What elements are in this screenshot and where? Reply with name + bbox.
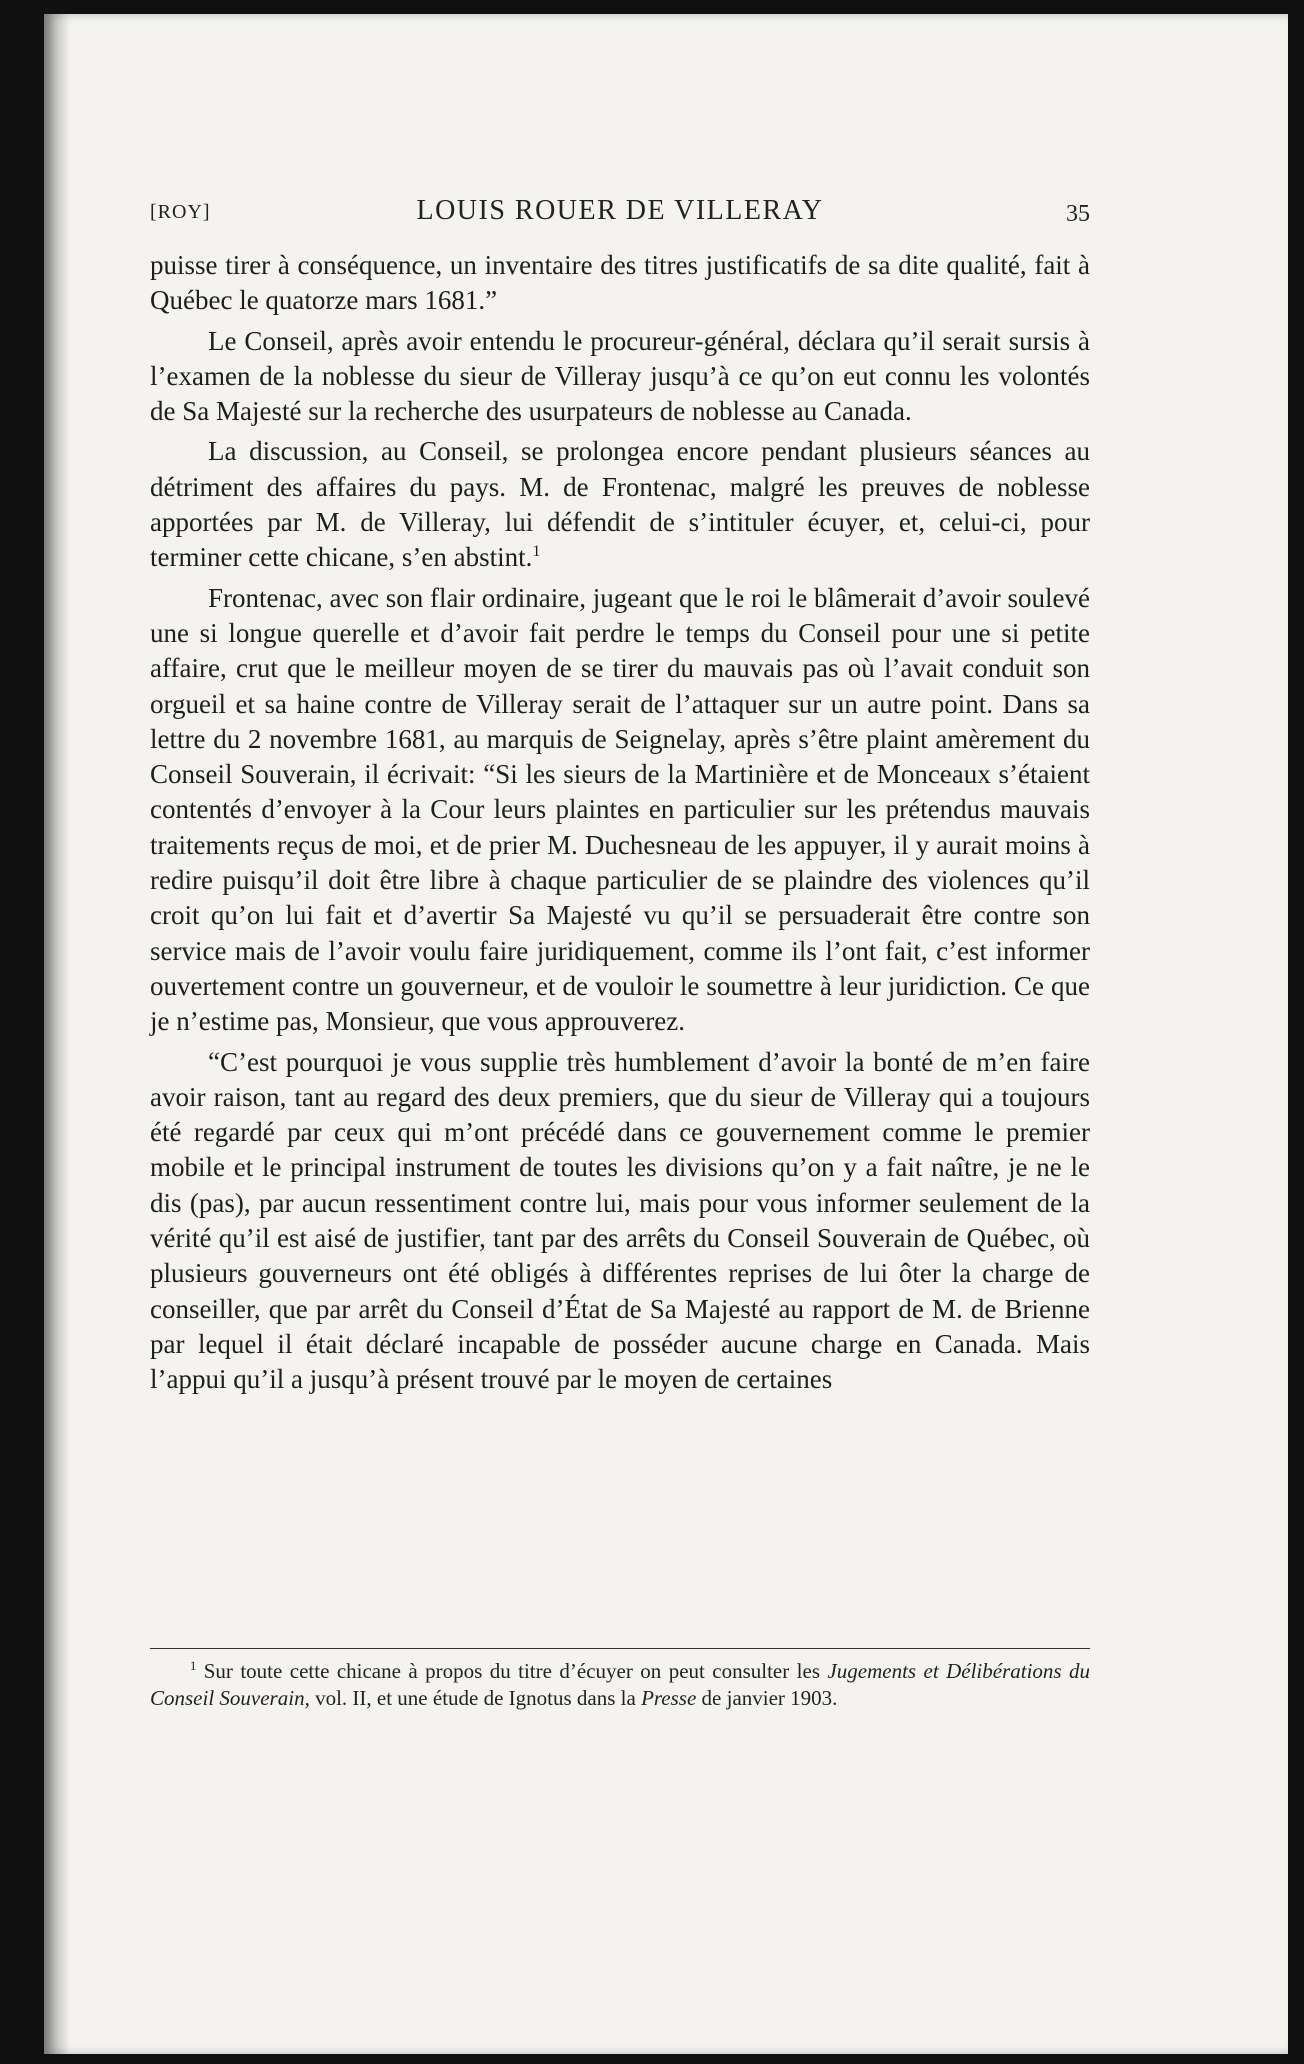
footnote-italic-title: Jugements et Délibérations du Conseil Souverain, [150,1659,1091,1710]
running-title: LOUIS ROUER DE VILLERAY [416,195,824,226]
paragraph-3 [150,434,1090,575]
footnote-reference: 1 [532,542,541,561]
body-text [150,248,1090,1403]
footnote [150,1658,1090,1712]
footnote-italic-presse: Presse [641,1686,697,1710]
footnote-text-a: Sur toute cette chicane à propos du titre d’écuyer on peut consulter les [203,1659,821,1683]
footnote-marker: 1 [190,1659,197,1673]
paragraph-2: Le Conseil, après avoir entendu le procureur-général, déclara qu’il serait sursis à l’examen de la noblesse du sieur de Villeray jusqu’à ce qu’on eut connu les volontés de Sa Majesté sur la recherche des usurpateurs de noblesse au Canada. [150,325,1090,427]
paragraph-1: puisse tirer à conséquence, un inventaire des titres justificatifs de sa dite qualité, fait à Québec le quatorze mars 1681.” [150,250,1090,316]
footnote-text-b: vol. II, et une étude de Ignotus dans la [315,1686,636,1710]
footnote-rule [150,1648,1090,1649]
paragraph-5: “C’est pourquoi je vous supplie très humblement d’avoir la bonté de m’en faire avoir raison, tant au regard des deux premiers, que du sieur de Villeray qui a toujours été regardé par ceux qui m’ont précédé dans ce gouvernement comme le premier mobile et le principal instrument de toutes les divisions qu’on y a fait naître, je ne le dis (pas), par aucun ressentiment contre lui, mais pour vous informer seulement de la vérité qu’il est aisé de justifier, tant par des arrêts du Conseil Souverain de Québec, où plusieurs gouverneurs ont été obligés à différentes reprises de lui ôter la charge de conseiller, que par arrêt du Conseil d’État de Sa Majesté au rapport de M. de Brienne par lequel il était déclaré incapable de posséder aucune charge en Canada. Mais l’appui qu’il a jusqu’à présent trouvé par le moyen de certaines [150,1046,1090,1395]
footnote-text-c: de janvier 1903. [701,1686,838,1710]
running-header [150,195,1090,235]
running-head-left: [ROY] [150,201,211,223]
paragraph-4: Frontenac, avec son flair ordinaire, jugeant que le roi le blâmerait d’avoir soulevé une si longue querelle et d’avoir fait perdre le temps du Conseil pour une si petite affaire, crut que le meilleur moyen de se tirer du mauvais pas où l’avait conduit son orgueil et sa haine contre de Villeray serait de l’attaquer sur un autre point. Dans sa lettre du 2 novembre 1681, au marquis de Seignelay, après s’être plaint amèrement du Conseil Souverain, il écrivait: “Si les sieurs de la Martinière et de Monceaux s’étaient contentés d’envoyer à la Cour leurs plaintes en particulier sur les prétendus mauvais traitements reçus de moi, et de prier M. Duchesneau de les appuyer, il y aurait moins à redire puisqu’il doit être libre à chaque particulier de se plaindre des violences qu’il croit qu’on lui fait et d’avertir Sa Majesté vu qu’il se persuaderait être contre son service mais de l’avoir voulu faire juridiquement, comme ils l’ont fait, c’est informer ouvertement contre un gouverneur, et de vouloir le soumettre à leur juridiction. Ce que je n’estime pas, Monsieur, que vous approuverez. [150,582,1090,1037]
page-number: 35 [1066,201,1090,227]
binding-shadow [44,14,70,2054]
paragraph-3-text: La discussion, au Conseil, se prolongea encore pendant plusieurs séances au détriment des affaires du pays. M. de Frontenac, malgré les preuves de noblesse apportées par M. de Villeray, lui défendit de s’intituler écuyer, et, celui-ci, pour terminer cette chicane, s’en abstint. [150,436,1090,573]
